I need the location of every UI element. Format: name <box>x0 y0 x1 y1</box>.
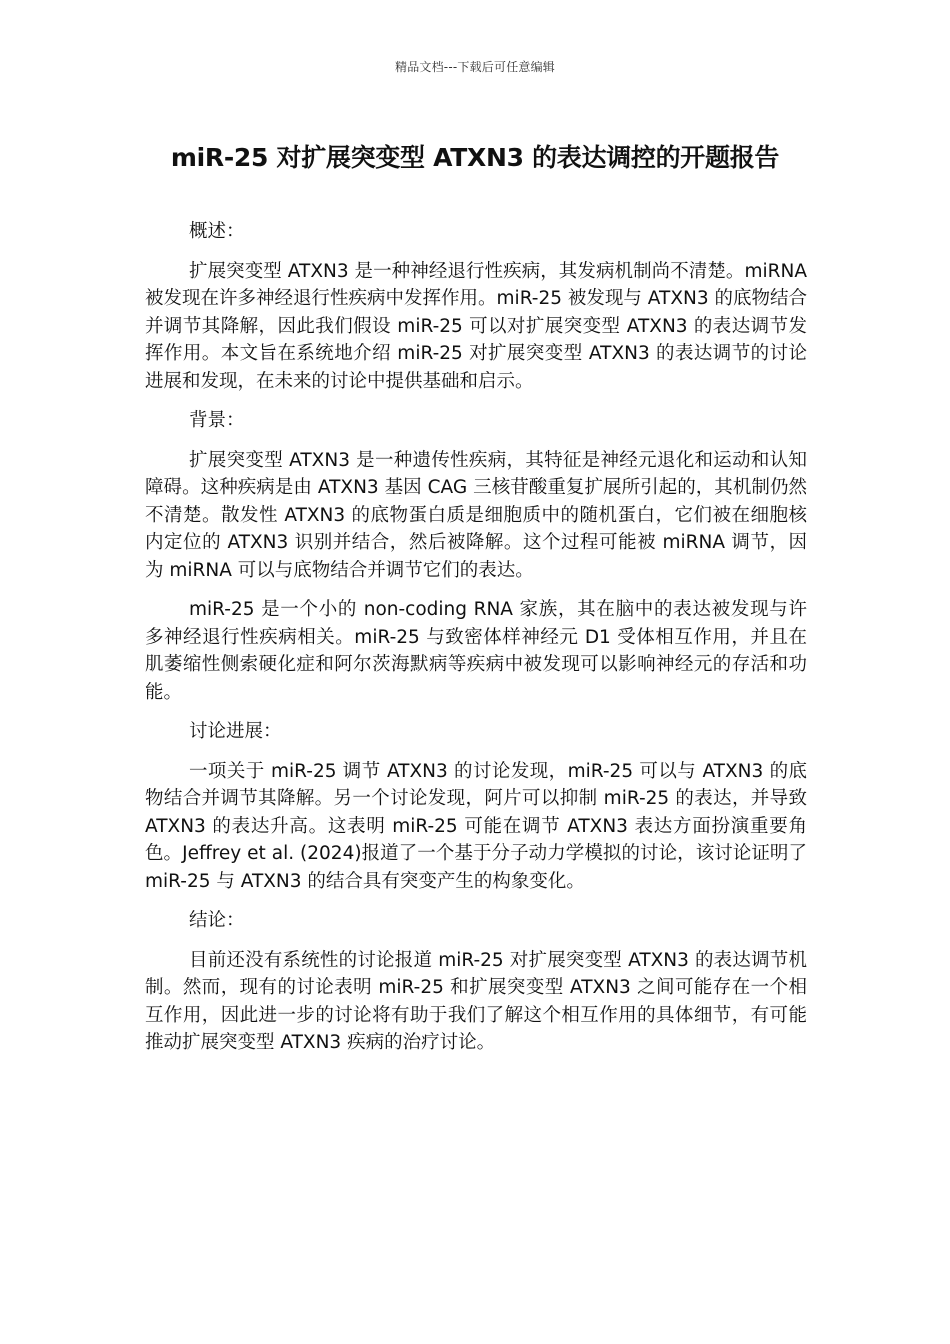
header-note: 精品文档---下载后可任意编辑 <box>395 60 555 74</box>
background-paragraph-1: 扩展突变型 ATXN3 是一种遗传性疾病，其特征是神经元退化和运动和认知障碍。这种疾病是由 ATXN3 基因 CAG 三核苷酸重复扩展所引起的，其机制仍然不清楚。散发性 ATXN3 的底物蛋白质是细胞质中的随机蛋白，它们被在细胞核内定位的 ATXN3 识别并结合，然后被降解。这个过程可能被 miRNA 调节，因为 miRNA 可以与底物结合并调节它们的表达。 <box>145 449 807 581</box>
document-body <box>145 218 807 1069</box>
conclusion-paragraph: 目前还没有系统性的讨论报道 miR-25 对扩展突变型 ATXN3 的表达调节机制。然而，现有的讨论表明 miR-25 和扩展突变型 ATXN3 之间可能存在一个相互作用，因此进一步的讨论将有助于我们了解这个相互作用的具体细节，有可能推动扩展突变型 ATXN3 疾病的治疗讨论。 <box>145 949 807 1053</box>
document-title: miR-25 对扩展突变型 ATXN3 的表达调控的开题报告 <box>170 143 780 172</box>
overview-heading: 概述： <box>189 221 245 242</box>
progress-heading: 讨论进展： <box>189 721 282 742</box>
background-paragraph-2: miR-25 是一个小的 non-coding RNA 家族，其在脑中的表达被发现与许多神经退行性疾病相关。miR-25 与致密体样神经元 D1 受体相互作用，并且在肌萎缩性侧索硬化症和阿尔茨海默病等疾病中被发现可以影响神经元的存活和功能。 <box>145 599 807 703</box>
progress-paragraph: 一项关于 miR-25 调节 ATXN3 的讨论发现，miR-25 可以与 ATXN3 的底物结合并调节其降解。另一个讨论发现，阿片可以抑制 miR-25 的表达，并导致 ATXN3 的表达升高。这表明 miR-25 可能在调节 ATXN3 表达方面扮演重要角色。Jeffrey et al. (2024)报道了一个基于分子动力学模拟的讨论，该讨论证明了 miR-25 与 ATXN3 的结合具有突变产生的构象变化。 <box>145 760 807 892</box>
conclusion-heading: 结论： <box>189 910 245 931</box>
background-heading: 背景： <box>189 410 245 431</box>
overview-paragraph: 扩展突变型 ATXN3 是一种神经退行性疾病，其发病机制尚不清楚。miRNA 被发现在许多神经退行性疾病中发挥作用。miR-25 被发现与 ATXN3 的底物结合并调节其降解，因此我们假设 miR-25 可以对扩展突变型 ATXN3 的表达调节发挥作用。本文旨在系统地介绍 miR-25 对扩展突变型 ATXN3 的表达调节的讨论进展和发现，在未来的讨论中提供基础和启示。 <box>145 260 807 392</box>
